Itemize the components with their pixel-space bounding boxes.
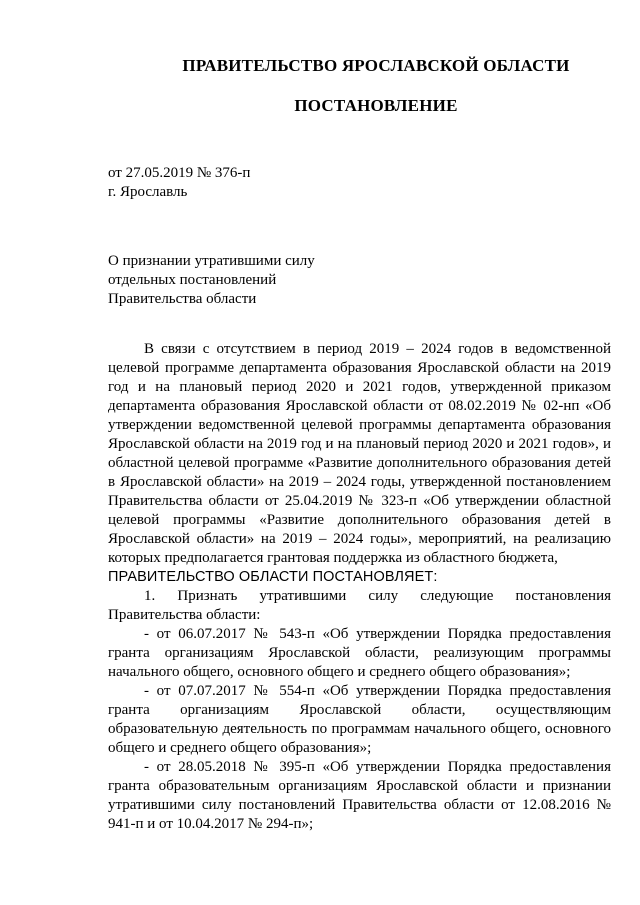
date-number: от 27.05.2019 № 376-п [108, 165, 251, 181]
document-meta [108, 164, 250, 202]
document-subject [108, 252, 315, 309]
city: г. Ярославль [108, 184, 188, 200]
subject-line: Правительства области [108, 291, 257, 307]
document-type-title: ПОСТАНОВЛЕНИЕ [294, 96, 458, 115]
document-body [108, 340, 611, 834]
sub-item-paragraph: - от 28.05.2018 № 395-п «Об утверждении Порядка предоставления гранта образовательным организациям Ярославской области и признании утратившими силу постановлений Правительства области от 12.08.2016 № 941-п и от 10.04.2017 № 294-п»; [108, 759, 611, 832]
sub-item-paragraph: - от 06.07.2017 № 543-п «Об утверждении Порядка предоставления гранта организациям Ярославской области, реализующим программы начального общего, основного общего и среднего общего образования»; [108, 626, 611, 680]
subject-line: О признании утратившими силу [108, 253, 315, 269]
resolution-phrase: ПРАВИТЕЛЬСТВО ОБЛАСТИ ПОСТАНОВЛЯЕТ: [108, 569, 438, 585]
subject-line: отдельных постановлений [108, 272, 277, 288]
item-paragraph: 1. Признать утратившими силу следующие постановления Правительства области: [108, 588, 611, 623]
organization-title: ПРАВИТЕЛЬСТВО ЯРОСЛАВСКОЙ ОБЛАСТИ [182, 56, 570, 75]
sub-item-paragraph: - от 07.07.2017 № 554-п «Об утверждении Порядка предоставления гранта организациям Ярославской области, осуществляющим образовательную деятельность по программам начального общего, основного общего и среднего общего образования»; [108, 683, 611, 756]
preamble-paragraph: В связи с отсутствием в период 2019 – 2024 годов в ведомственной целевой программе департамента образования Ярославской области на 2019 год и на плановый период 2020 и 2021 годов, утвержденной приказом департамента образования Ярославской области от 08.02.2019 № 02-нп «Об утверждении ведомственной целевой программы департамента образования Ярославской области на 2019 год и на плановый период 2020 и 2021 годов», и областной целевой программе «Развитие дополнительного образования детей в Ярославской области» на 2019 – 2024 годы, утвержденной постановлением Правительства области от 25.04.2019 № 323-п «Об утверждении областной целевой программы «Развитие дополнительного образования детей в Ярославской области» на 2019 – 2024 годы», мероприятий, на реализацию которых предполагается грантовая поддержка из областного бюджета, [108, 341, 611, 566]
